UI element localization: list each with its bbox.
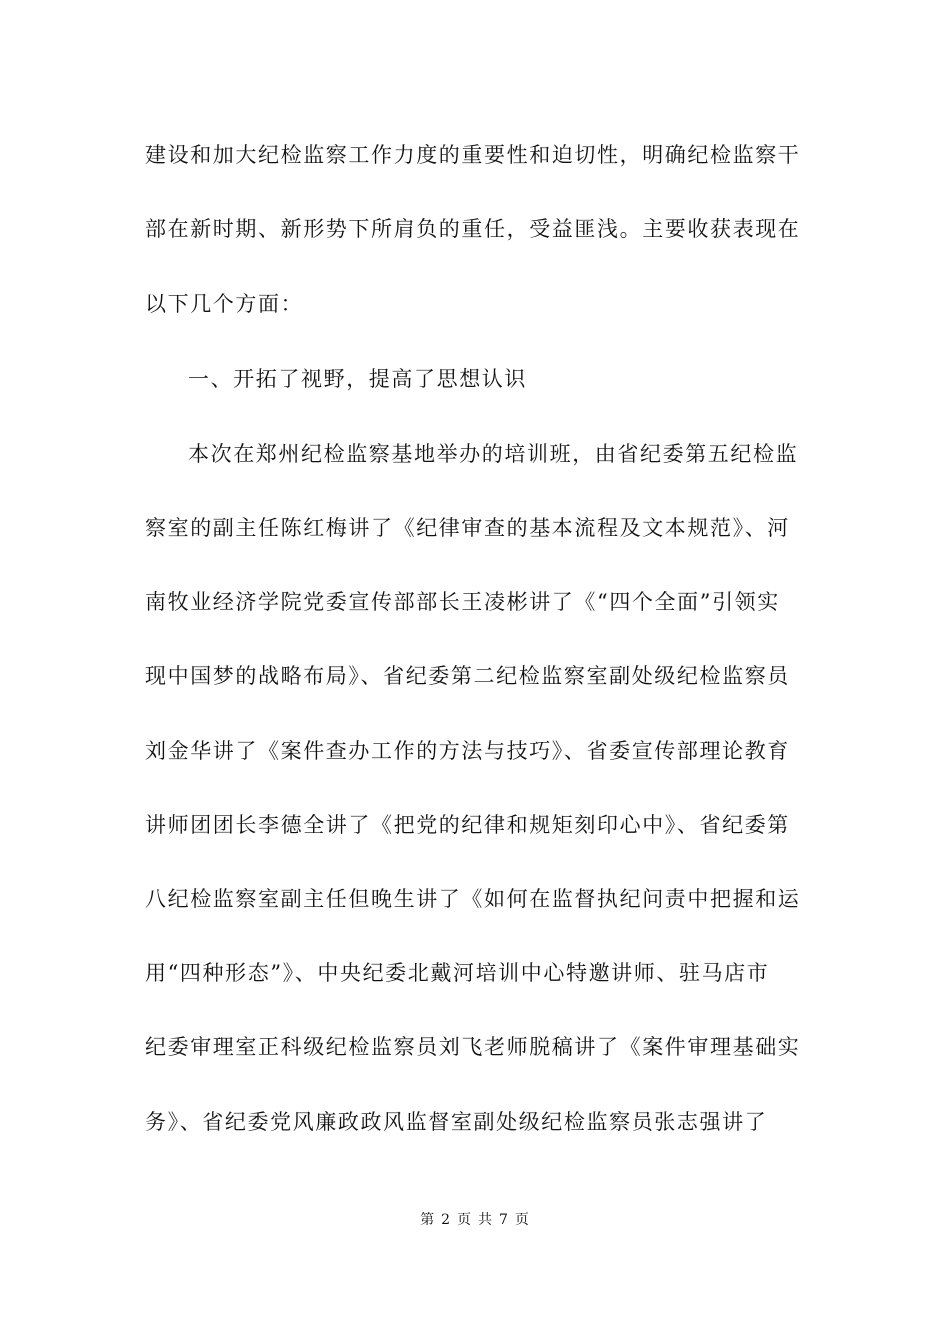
total-label: 共 <box>478 1212 493 1228</box>
text-line: 察室的副主任陈红梅讲了《纪律审查的基本流程及文本规范》、河 <box>145 516 790 540</box>
page-unit: 页 <box>457 1212 472 1228</box>
page-number-current: 2 <box>441 1212 451 1228</box>
text-line: 用“四种形态”》、中央纪委北戴河培训中心特邀讲师、驻马店市 <box>145 961 770 985</box>
text-line: 本次在郑州纪检监察基地举办的培训班，由省纪委第五纪检监 <box>188 442 799 466</box>
text-line: 务》、省纪委党风廉政政风监督室副处级纪检监察员张志强讲了 <box>145 1110 768 1134</box>
text-line: 讲师团团长李德全讲了《把党的纪律和规矩刻印心中》、省纪委第 <box>145 813 790 837</box>
text-line: 纪委审理室正科级纪检监察员刘飞老师脱稿讲了《案件审理基础实 <box>145 1035 801 1059</box>
text-line: 建设和加大纪检监察工作力度的重要性和迫切性，明确纪检监察干 <box>145 143 801 167</box>
section-heading: 一、开拓了视野，提高了思想认识 <box>188 367 527 391</box>
page-label: 第 <box>420 1212 436 1228</box>
page-number-total: 7 <box>499 1212 509 1228</box>
total-unit: 页 <box>514 1212 530 1228</box>
page-footer <box>0 1210 950 1230</box>
text-line: 以下几个方面： <box>145 292 304 316</box>
text-line: 刘金华讲了《案件查办工作的方法与技巧》、省委宣传部理论教育 <box>145 739 790 763</box>
text-line: 八纪检监察室副主任但晚生讲了《如何在监督执纪问责中把握和运 <box>145 887 801 911</box>
text-line: 现中国梦的战略布局》、省纪委第二纪检监察室副处级纪检监察员 <box>145 664 790 688</box>
text-line: 南牧业经济学院党委宣传部部长王凌彬讲了《“四个全面”引领实 <box>145 590 780 614</box>
text-line: 部在新时期、新形势下所肩负的重任，受益匪浅。主要收获表现在 <box>145 217 801 241</box>
